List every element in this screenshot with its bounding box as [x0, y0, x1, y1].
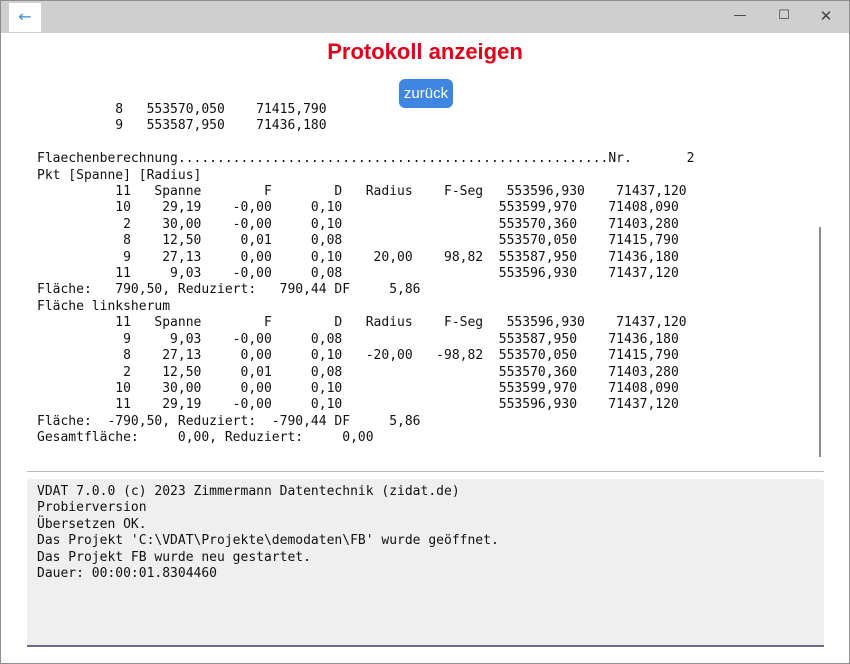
protocol-line: Flaechenberechnung.......................................................Nr. 2 [37, 151, 695, 167]
protocol-line: Fläche linksherum [37, 298, 171, 314]
protocol-line: 11 Spanne F D Radius F-Seg 553596,930 71437,120 [37, 184, 687, 200]
protocol-line: 11 29,19 -0,00 0,10 553596,930 71437,120 [37, 397, 679, 413]
status-log-panel [27, 479, 824, 647]
protocol-line: 9 27,13 0,00 0,10 20,00 98,82 553587,950 71436,180 [37, 249, 679, 265]
protocol-line: 9 553587,950 71436,180 [37, 118, 327, 134]
log-line: VDAT 7.0.0 (c) 2023 Zimmermann Datentechnik (zidat.de) [37, 484, 460, 499]
protocol-line: Pkt [Spanne] [Radius] [37, 167, 202, 183]
protocol-line: 8 12,50 0,01 0,08 553570,050 71415,790 [37, 233, 679, 249]
protocol-line [37, 135, 694, 151]
protocol-line: 11 9,03 -0,00 0,08 553596,930 71437,120 [37, 266, 679, 282]
back-arrow-icon[interactable]: ← [9, 3, 41, 32]
minimize-icon[interactable]: — [733, 8, 747, 23]
protocol-line: 9 9,03 -0,00 0,08 553587,950 71436,180 [37, 331, 679, 347]
protocol-text [37, 102, 694, 447]
protocol-line: 10 30,00 0,00 0,10 553599,970 71408,090 [37, 380, 679, 396]
protocol-line: 2 12,50 0,01 0,08 553570,360 71403,280 [37, 364, 679, 380]
page-title: Protokoll anzeigen [327, 39, 523, 64]
protocol-line: 8 553570,050 71415,790 [37, 102, 327, 117]
log-line: Probierversion [37, 500, 147, 516]
protocol-line: 8 27,13 0,00 0,10 -20,00 -98,82 553570,050 71415,790 [37, 348, 679, 364]
protocol-line: Fläche: 790,50, Reduziert: 790,44 DF 5,86 [37, 282, 421, 298]
protocol-line: Fläche: -790,50, Reduziert: -790,44 DF 5,86 [37, 413, 421, 429]
close-icon[interactable]: ✕ [819, 7, 833, 25]
back-button[interactable]: zurück [399, 79, 453, 108]
protocol-line: 11 Spanne F D Radius F-Seg 553596,930 71437,120 [37, 315, 687, 331]
protocol-output-panel[interactable] [27, 102, 824, 472]
status-log-text [37, 484, 499, 582]
protocol-line: Gesamtfläche: 0,00, Reduziert: 0,00 [37, 430, 374, 446]
maximize-icon[interactable]: ☐ [778, 8, 790, 23]
scrollbar[interactable] [819, 227, 821, 457]
log-line: Das Projekt 'C:\VDAT\Projekte\demodaten\FB' wurde geöffnet. [37, 533, 499, 549]
log-line: Das Projekt FB wurde neu gestartet. [37, 549, 311, 565]
protocol-line: 10 29,19 -0,00 0,10 553599,970 71408,090 [37, 200, 679, 216]
log-line: Dauer: 00:00:01.8304460 [37, 566, 218, 582]
protocol-line: 2 30,00 -0,00 0,10 553570,360 71403,280 [37, 216, 679, 232]
title-bar [1, 1, 849, 33]
log-line: Übersetzen OK. [37, 516, 147, 532]
